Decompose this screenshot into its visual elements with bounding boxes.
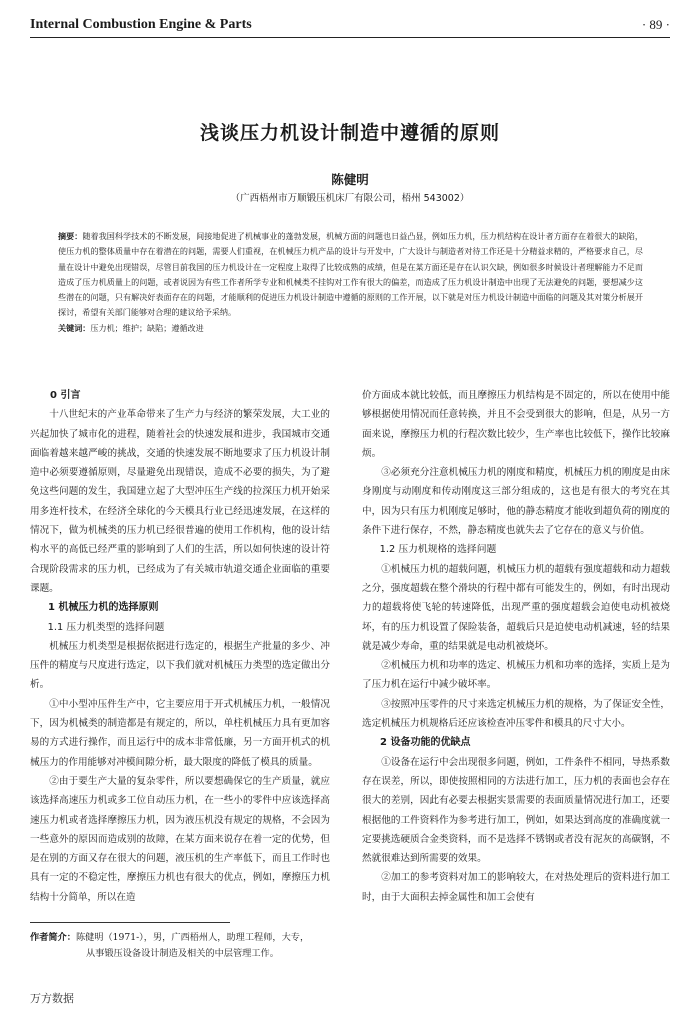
author-footnote-text: 陈健明（1971-），男，广西梧州人，助理工程师，大专， [75, 932, 310, 943]
keywords-text: 压力机；维护；缺陷；遵循改进 [90, 322, 204, 333]
section-heading-1: 1 机械压力机的选择原则 [48, 602, 159, 614]
body-paragraph: ②机械压力机和功率的选定、机械压力机和功率的选择，实质上是为了压力机在运行中减少破坏率。 [362, 660, 670, 691]
body-paragraph-continued: 价方面成本就比较低，而且摩擦压力机结构是不固定的，所以在使用中能够根据使用情况而任意转换，并且不会受到很大的影响，但是，从另一方面来说，摩擦压力机的行程次数比较少，生产率也比较低下，操作比较麻烦。 [362, 390, 670, 459]
watermark-text: 万方数据 [30, 992, 74, 1005]
page-number: · 89 · [641, 17, 670, 32]
subsection-heading-1-2: 1.2 压力机规格的选择问题 [379, 544, 497, 556]
abstract-label: 摘要： [58, 231, 83, 241]
footnote-divider [30, 922, 230, 923]
abstract-paragraph [58, 229, 643, 321]
subsection-heading-1-1: 1.1 压力机类型的选择问题 [47, 621, 165, 633]
keywords-line [58, 321, 643, 336]
author-name: 陈健明 [331, 172, 369, 187]
author-footnote-label: 作者简介： [30, 932, 76, 943]
body-paragraph: ②加工的参考资料对加工的影响较大，在对热处理后的资料进行加工时，由于大面积去掉金属性和加工会使有 [362, 872, 670, 903]
section-heading-intro: 0 引言 [50, 390, 81, 401]
abstract-text: 随着我国科学技术的不断发展，间接地促进了机械事业的蓬勃发展，机械方面的问题也日益凸显，例如压力机，压力机结构在设计者方面存在着很大的缺陷，使压力机的整体质量中存在着潜在的问题，需要人们重视，在机械压力机产品的设计与开发中，广大设计与制造者对待工作还是十分精益求精的，严格要求自己，尽量在设计中避免出现错误，尽管目前我国的压力机设计在一定程度上取得了比较成熟的成绩，但是在某方面还是存在认识欠缺，例如很多时候设计者理解能力不足而造成了压力机质量上的问题，或者说因为有些工作者所学专业和机械类不挂钩对工作有很大的偏差，而造成了压力机设计制造中出现了无法避免的问题，要想减少这些潜在的问题，只有解决好表面存在的问题，才能顺利的促进压力机设计制造中遵循的原则的工作开展，以下就是对压力机设计制造中面临的问题及其对策分析展开探讨，希望有关部门能够对合理的建议给予采纳。 [58, 231, 643, 318]
body-paragraph: ③按照冲压零件的尺寸来选定机械压力机的规格，为了保证安全性，选定机械压力机规格后还应该检查冲压零件和模具的尺寸大小。 [362, 698, 670, 730]
running-header [30, 14, 670, 38]
author-affiliation: （广西梧州市万顺锻压机床厂有限公司，梧州 543002） [230, 193, 470, 204]
body-paragraph: ③必须充分注意机械压力机的刚度和精度，机械压力机的刚度是由床身刚度与动刚度和传动刚度这三部分组成的，这也是有很大的考究在其中，因为只有压力机刚度足够时，他的静态精度才能收到超负荷的刚度的条件下进行保存，不然，静态精度也就失去了它存在的意义与价值。 [362, 467, 670, 537]
left-column [30, 386, 330, 907]
journal-name: Internal Combustion Engine & Parts [30, 17, 252, 32]
author-footnote-line2: 从事锻压设备设计制造及相关的中层管理工作。 [86, 948, 279, 959]
abstract-block [58, 229, 643, 336]
keywords-label: 关键词： [58, 322, 91, 333]
body-paragraph: ①机械压力机的超载问题，机械压力机的超载有强度超载和动力超载之分，强度超载在整个滑块的行程中都有可能发生的，例如，有时出现动力的超载将使飞轮的转速降低，出现严重的强度超载会迫使电动机被烧坏，有的压力机设置了保险装备，超载后只是迫使电动机减速，轻的结果就是减少寿命，重的结果就是电动机被烧坏。 [362, 563, 670, 652]
body-paragraph: ①设备在运行中会出现很多问题，例如，工件条件不相同，导热系数存在误差，所以，即使按照相同的方法进行加工，压力机的表面也会存在很大的差别，因此有必要去根据实景需要的表面质量情况进行加工，还要根据他的工件资料作为参考进行加工，例如，如果达到高度的准确度就一定要挑选硬质合金类资料，而不是选择不锈钢或者没有泥灰的高碳钢，不然就很难达到所需要的效果。 [362, 756, 670, 865]
author-footnote [30, 930, 340, 962]
body-paragraph: 机械压力机类型是根据依据进行选定的，根据生产批量的多少、冲压件的精度与尺度进行选定，以下我们就对机械压力类型的选定做出分析。 [30, 640, 330, 691]
right-column [362, 386, 670, 907]
section-heading-2: 2 设备功能的优缺点 [380, 737, 471, 749]
article-title: 浅谈压力机设计制造中遵循的原则 [199, 122, 500, 144]
body-paragraph: 十八世纪末的产业革命带来了生产力与经济的繁荣发展，大工业的兴起加快了城市化的进程，随着社会的快速发展和进步，我国城市交通面临着越来越严峻的挑战，交通的快速发展不断地要求了压力机设计制造中必须要遵循原则，尽量避免出现错误，造成不必要的损失，为了避免这些问题的发生，我国建立起了大型冲压生产线的拉深压力机开始采用多连杆技术，在经济全球化的今天模具行业已经迅速发展，在这样的情况下，做为机械类的压力机已经很普遍的使用工作机构，他的设计结构水平的高低已经严重的影响到了人们的生活，所以如何快速的设计符合现阶段需求的压力机，已经成为了有关城市轨道交通企业面临的重要课题。 [30, 409, 330, 594]
body-paragraph: ①中小型冲压件生产中，它主要应用于开式机械压力机，一般情况下，因为机械类的制造都是有规定的，所以，单柱机械压力具有更加容易的方式进行操作，而且运行中的成本非常低廉，另一方面开机式的机械压力的作用能够对冲模间隙分析，最大限度的降低了模具的质量。 [30, 698, 330, 768]
body-paragraph: ②由于要生产大量的复杂零件，所以要想确保它的生产质量，就应该选择高速压力机或多工位自动压力机，在一些小的零件中应该选择高速压力机或者选择摩擦压力机，因为液压机没有规定的规格，不会因为一些意外的原因而造成别的故障，在某方面来说存在着一定的优势，但是在别的方面又存在很大的问题，液压机的生产率低下，而且工作时也具有一定的不稳定性，摩擦压力机也有很大的优点，例如，摩擦压力机结构十分简单，所以在造 [30, 775, 330, 903]
author-footnote-line1 [30, 930, 340, 946]
